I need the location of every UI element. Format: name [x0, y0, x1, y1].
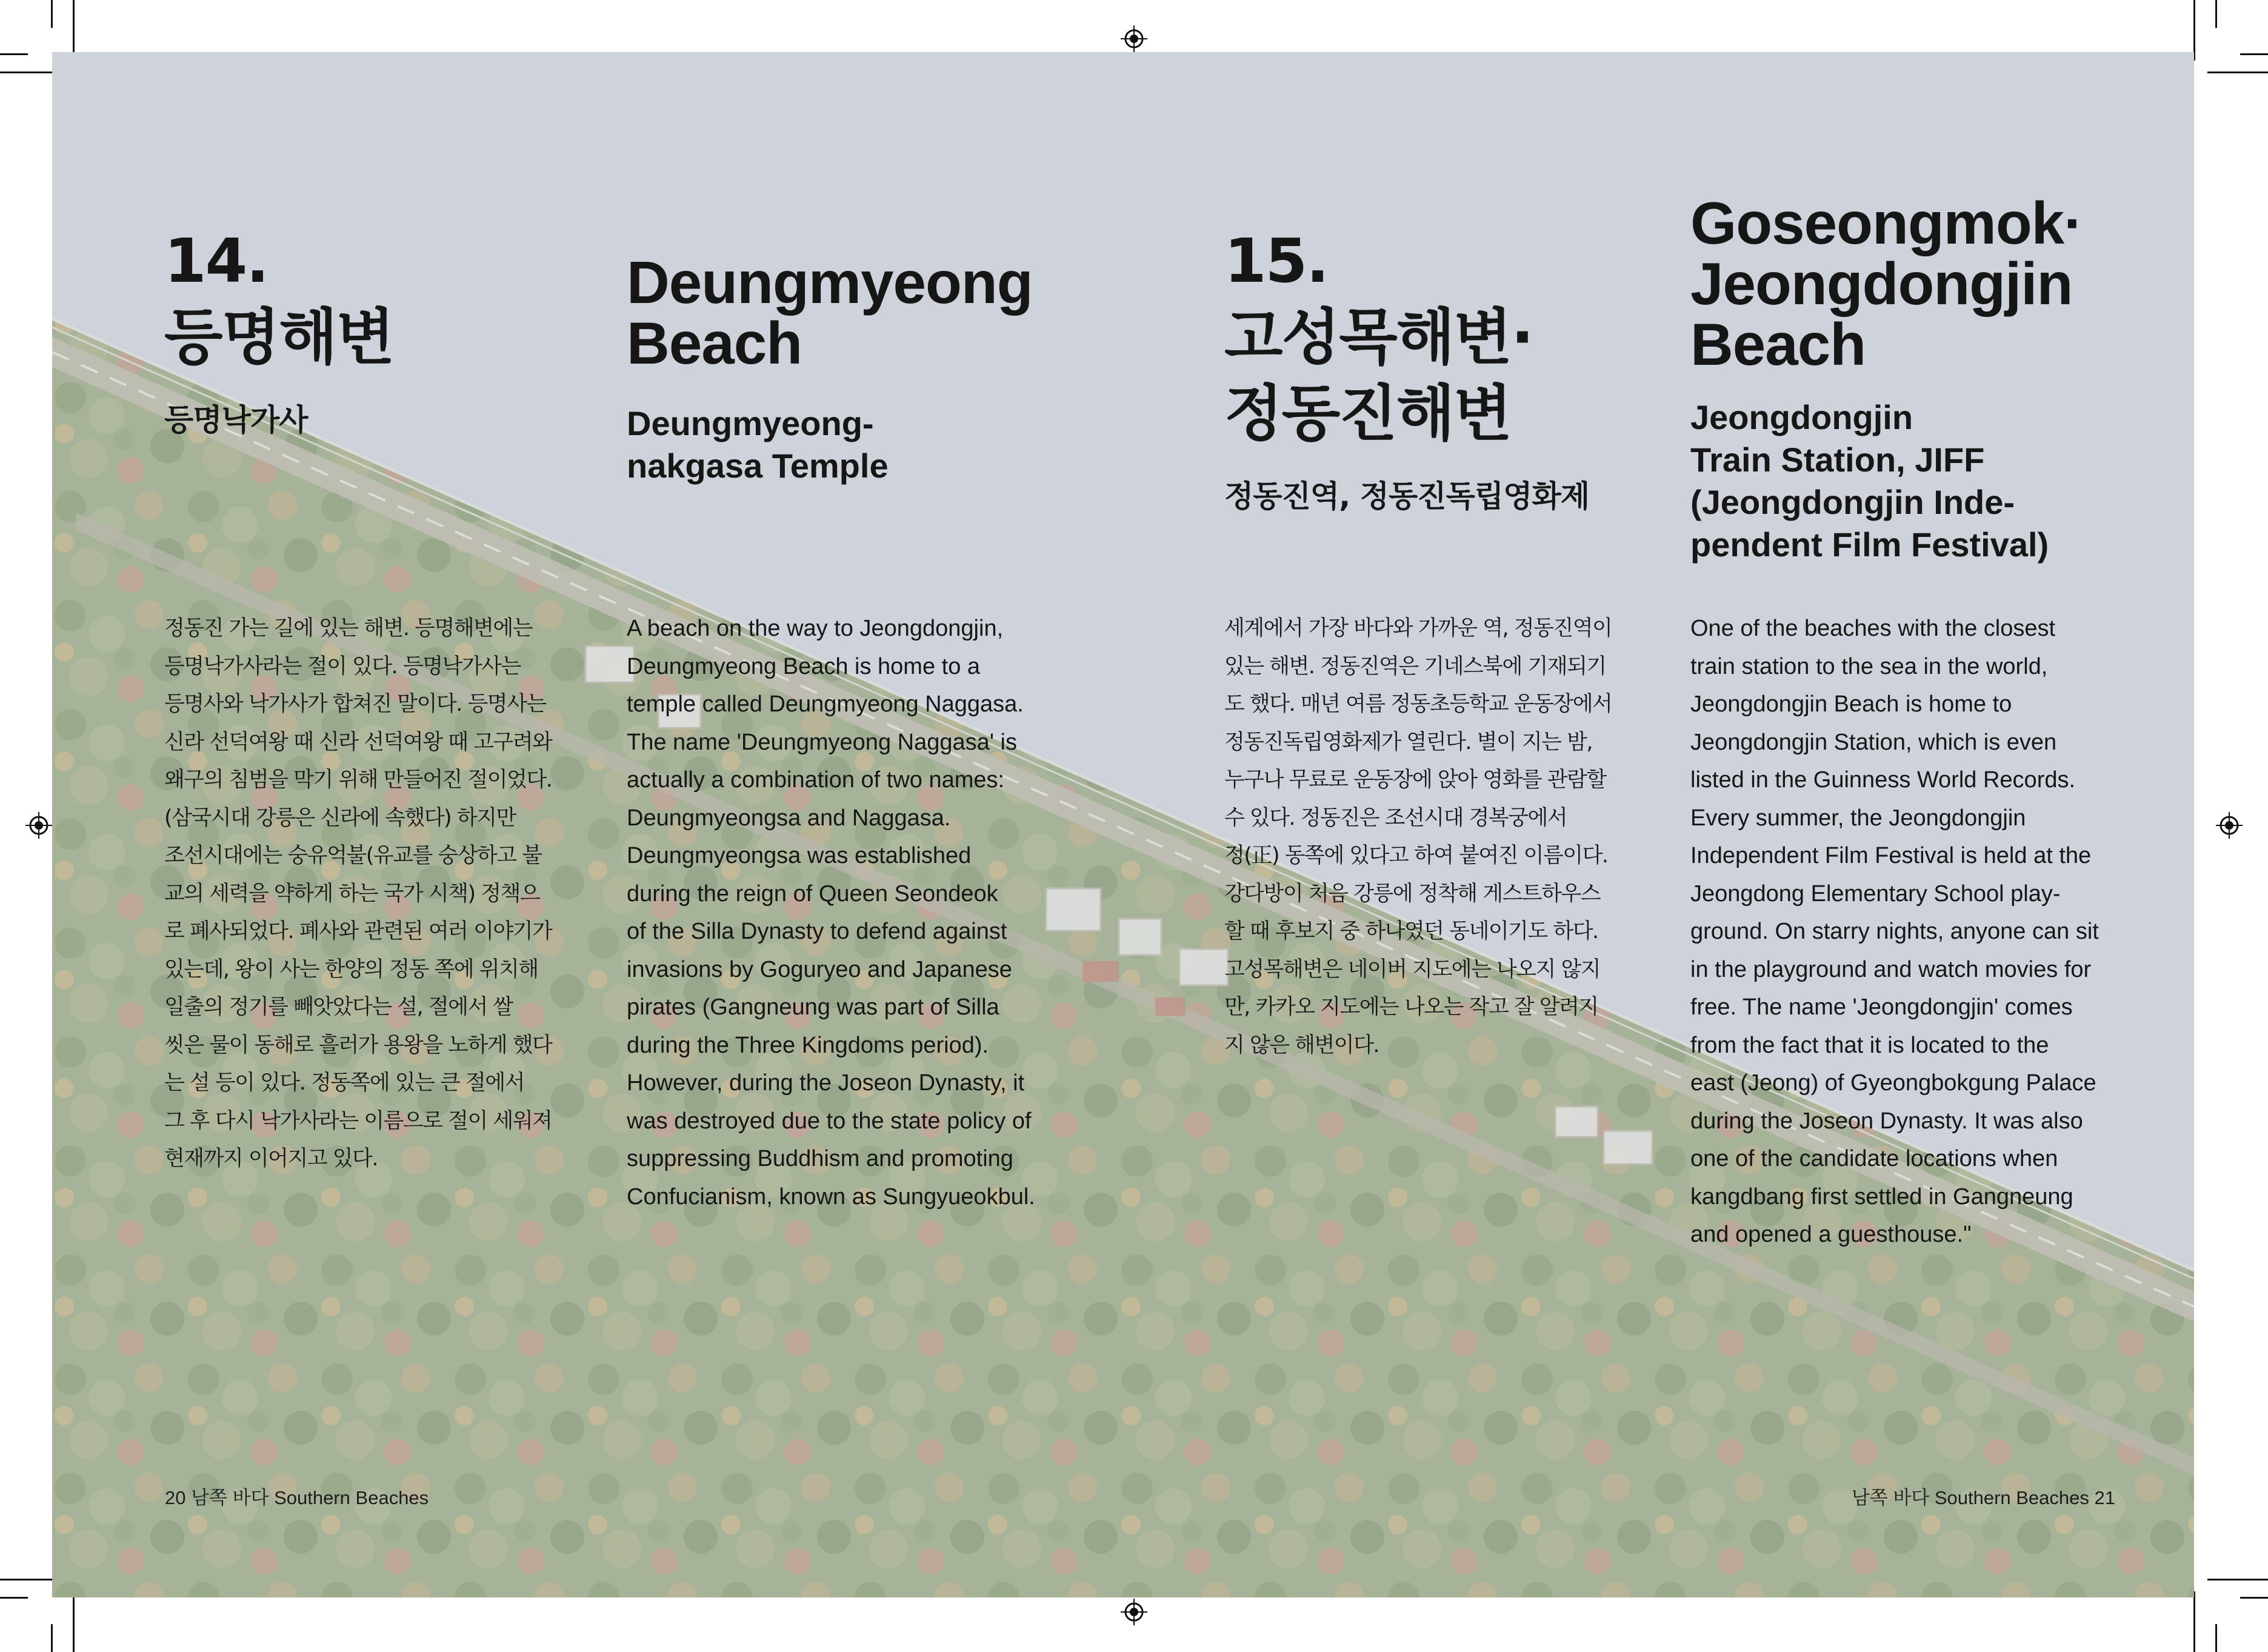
body-text-ko	[164, 610, 576, 1178]
text-line: 정(正) 동쪽에 있다고 하여 붙여진 이름이다.	[1224, 844, 1608, 868]
text-line: Jeongdong Elementary School play-	[1690, 881, 2061, 907]
subtitle: 정동진역, 정동진독립영화제	[1224, 479, 1590, 514]
text-line: 신라 선덕여왕 때 신라 선덕여왕 때 고구려와	[164, 730, 552, 754]
crop-mark	[2240, 53, 2268, 55]
text-line: Jeongdongjin Station, which is even	[1690, 729, 2057, 755]
text-line: 정동진독립영화제가 열린다. 별이 지는 밤,	[1224, 730, 1593, 754]
crop-mark	[2215, 1624, 2217, 1652]
text-line: 일출의 정기를 빼앗았다는 설, 절에서 쌀	[164, 995, 513, 1019]
page-title-en: Beach	[1690, 311, 1866, 378]
page-title-en: Goseongmok·	[1690, 190, 2083, 256]
registration-mark-icon	[25, 812, 52, 839]
page-title-en: Beach	[627, 310, 802, 376]
text-line: during the reign of Queen Seondeok	[627, 881, 998, 907]
text-line: Deungmyeongsa was established	[627, 843, 972, 868]
registration-mark-icon	[1121, 25, 1147, 52]
text-line: Independent Film Festival is held at the	[1690, 843, 2092, 868]
text-line: 강다방이 처음 강릉에 정착해 게스트하우스	[1224, 881, 1601, 906]
text-line: 할 때 후보지 중 하나였던 동네이기도 하다.	[1224, 919, 1598, 944]
text-line: 등명사와 낙가사가 합쳐진 말이다. 등명사는	[164, 692, 546, 716]
text-line: suppressing Buddhism and promoting	[627, 1146, 1013, 1171]
page-title-en: Deungmyeong	[627, 249, 1033, 316]
text-line: 지 않은 해변이다.	[1224, 1033, 1379, 1057]
text-line: one of the candidate locations when	[1690, 1146, 2058, 1171]
body-text-en	[627, 610, 1087, 1216]
text-line: 도 했다. 매년 여름 정동초등학교 운동장에서	[1224, 692, 1612, 716]
crop-mark	[0, 72, 61, 73]
text-line: 등명낙가사라는 절이 있다. 등명낙가사는	[164, 654, 521, 679]
crop-mark	[0, 1597, 28, 1599]
text-line: 는 설 등이 있다. 정동쪽에 있는 큰 절에서	[164, 1071, 524, 1095]
text-line: However, during the Joseon Dynasty, it	[627, 1070, 1025, 1096]
text-line: Every summer, the Jeongdongjin	[1690, 805, 2026, 831]
text-line: east (Jeong) of Gyeongbokgung Palace	[1690, 1070, 2096, 1096]
registration-mark-icon	[2216, 812, 2243, 839]
page-title: 고성목해변·	[1224, 302, 1533, 373]
crop-mark	[2215, 0, 2217, 28]
page-title: 등명해변	[164, 302, 394, 373]
crop-mark	[73, 0, 75, 61]
text-line: Deungmyeongsa and Naggasa.	[627, 805, 951, 831]
text-line: free. The name 'Jeongdongjin' comes	[1690, 994, 2073, 1020]
crop-mark	[2193, 1591, 2195, 1652]
crop-mark	[51, 1624, 53, 1652]
text-line: actually a combination of two names:	[627, 767, 1005, 793]
text-line: 세계에서 가장 바다와 가까운 역, 정동진역이	[1224, 616, 1612, 641]
entry-number: 15.	[1224, 225, 1329, 296]
text-line: 교의 세력을 약하게 하는 국가 시책) 정책으	[164, 881, 540, 906]
entry-14-korean-column	[164, 223, 564, 439]
page-title-en: Jeongdongjin	[1690, 250, 2073, 317]
subtitle-en: (Jeongdongjin Inde-	[1690, 483, 2015, 521]
body-text-ko	[1224, 610, 1661, 1064]
text-line: ground. On starry nights, anyone can sit	[1690, 919, 2099, 944]
text-line: 현재까지 이어지고 있다.	[164, 1147, 378, 1171]
text-line: was destroyed due to the state policy of	[627, 1108, 1032, 1134]
crop-mark	[2207, 1579, 2268, 1580]
text-line: 만, 카카오 지도에는 나오는 작고 잘 알려지	[1224, 995, 1598, 1019]
text-line: 그 후 다시 낙가사라는 이름으로 절이 세워져	[164, 1108, 552, 1133]
text-line: One of the beaches with the closest	[1690, 616, 2056, 641]
text-line: kangdbang first settled in Gangneung	[1690, 1184, 2073, 1210]
crop-mark	[73, 1591, 75, 1652]
crop-mark	[2193, 0, 2195, 61]
subtitle: 등명낙가사	[164, 402, 308, 438]
registration-mark-icon	[1121, 1599, 1147, 1625]
text-line: temple called Deungmyeong Naggasa.	[627, 691, 1024, 717]
text-line: pirates (Gangneung was part of Silla	[627, 994, 999, 1020]
subtitle-en: Train Station, JIFF	[1690, 441, 1985, 479]
folio-right: 남쪽 바다 Southern Beaches 21	[1851, 1487, 2115, 1508]
entry-14-english-column	[627, 249, 1075, 487]
folio-left: 20 남쪽 바다 Southern Beaches	[165, 1487, 429, 1508]
entry-15-english-column	[1690, 190, 2163, 566]
subtitle-en: Deungmyeong-	[627, 404, 874, 442]
crop-mark	[2207, 72, 2268, 73]
text-line: 로 폐사되었다. 폐사와 관련된 여러 이야기가	[164, 919, 552, 944]
text-line: train station to the sea in the world,	[1690, 653, 2048, 679]
text-line: 누구나 무료로 운동장에 앉아 영화를 관람할	[1224, 768, 1606, 792]
subtitle-en: nakgasa Temple	[627, 447, 889, 485]
text-line: Confucianism, known as Sungyueokbul.	[627, 1184, 1035, 1210]
crop-mark	[51, 0, 53, 28]
text-line: 있는 해변. 정동진역은 기네스북에 기재되기	[1224, 654, 1606, 679]
body-text-en	[1690, 610, 2163, 1254]
page-title: 정동진해변	[1224, 378, 1511, 449]
text-line: The name 'Deungmyeong Naggasa' is	[627, 729, 1017, 755]
page-spread	[52, 52, 2194, 1597]
text-line: 왜구의 침범을 막기 위해 만들어진 절이었다.	[164, 768, 552, 792]
entry-15-korean-column	[1224, 223, 1673, 515]
text-line: 정동진 가는 길에 있는 해변. 등명해변에는	[164, 616, 533, 641]
text-line: (삼국시대 강릉은 신라에 속했다) 하지만	[164, 805, 516, 830]
text-line: 고성목해변은 네이버 지도에는 나오지 않지	[1224, 957, 1601, 982]
text-line: of the Silla Dynasty to defend against	[627, 919, 1007, 944]
text-line: and opened a guesthouse."	[1690, 1222, 1972, 1247]
crop-mark	[0, 1579, 61, 1580]
text-line: 수 있다. 정동진은 조선시대 경복궁에서	[1224, 805, 1567, 830]
text-line: in the playground and watch movies for	[1690, 956, 2092, 982]
subtitle-en: Jeongdongjin	[1690, 398, 1913, 436]
crop-mark	[2240, 1597, 2268, 1599]
text-line: 있는데, 왕이 사는 한양의 정동 쪽에 위치해	[164, 957, 538, 982]
text-line: listed in the Guinness World Records.	[1690, 767, 2076, 793]
text-line: invasions by Goguryeo and Japanese	[627, 956, 1012, 982]
text-line: during the Joseon Dynasty. It was also	[1690, 1108, 2083, 1134]
text-line: A beach on the way to Jeongdongjin,	[627, 616, 1004, 641]
subtitle-en: pendent Film Festival)	[1690, 525, 2049, 564]
text-line: Jeongdongjin Beach is home to	[1690, 691, 2012, 717]
entry-number: 14.	[164, 225, 268, 296]
text-line: Deungmyeong Beach is home to a	[627, 653, 981, 679]
text-line: 조선시대에는 숭유억불(유교를 숭상하고 불	[164, 844, 542, 868]
crop-mark	[0, 53, 28, 55]
text-line: from the fact that it is located to the	[1690, 1032, 2049, 1058]
text-line: during the Three Kingdoms period).	[627, 1032, 989, 1058]
text-line: 씻은 물이 동해로 흘러가 용왕을 노하게 했다	[164, 1033, 552, 1057]
